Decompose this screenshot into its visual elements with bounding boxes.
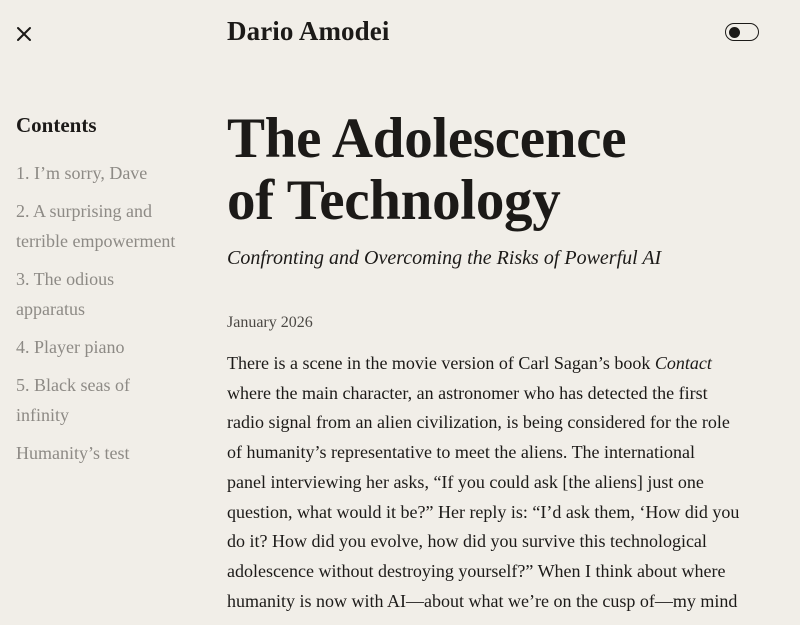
toc-item-5[interactable]: 5. Black seas of infinity [16,375,130,425]
toc-item-3[interactable]: 3. The odious apparatus [16,269,115,319]
page-title [227,108,787,232]
body-line: of humanity’s representative to meet the aliens. The international [227,442,696,463]
theme-toggle-icon [729,27,740,38]
page-subtitle: Confronting and Overcoming the Risks of Powerful AI [227,247,662,269]
body-text-segment: There is a scene in the movie version of Carl Sagan’s book [227,353,655,373]
body-line: panel interviewing her asks, “If you could ask [the aliens] just one [227,471,704,492]
toc-item-4[interactable]: 4. Player piano [16,337,125,357]
table-of-contents [16,111,176,476]
toc-item-2[interactable]: 2. A surprising and terrible empowerment [16,201,176,251]
body-line: do it? How did you evolve, how did you survive this technological [227,531,707,552]
article-body [227,349,755,616]
body-line: radio signal from an alien civilization, is being considered for the role [227,412,730,433]
body-line: humanity is now with AI—about what we’re on the cusp of—my mind [227,590,738,611]
theme-toggle[interactable] [725,23,759,41]
close-icon [12,22,36,46]
article [227,108,787,616]
body-line: question, what would it be?” Her reply is: “I’d ask them, ‘How did you [227,501,740,522]
toc-list [16,158,176,468]
body-line: where the main character, an astronomer who has detected the first [227,382,708,403]
body-line [227,349,755,379]
title-line-1: The Adolescence [227,107,627,170]
book-title: Contact [654,353,712,373]
toc-item-1[interactable]: 1. I’m sorry, Dave [16,163,148,183]
publication-date: January 2026 [227,314,313,331]
toc-heading: Contents [16,113,97,137]
author-name: Dario Amodei [227,16,390,46]
body-line: adolescence without destroying yourself?” When I think about where [227,560,726,581]
toc-item-6[interactable]: Humanity’s test [16,443,130,463]
title-line-2: of Technology [227,169,561,232]
close-button[interactable] [12,22,36,46]
